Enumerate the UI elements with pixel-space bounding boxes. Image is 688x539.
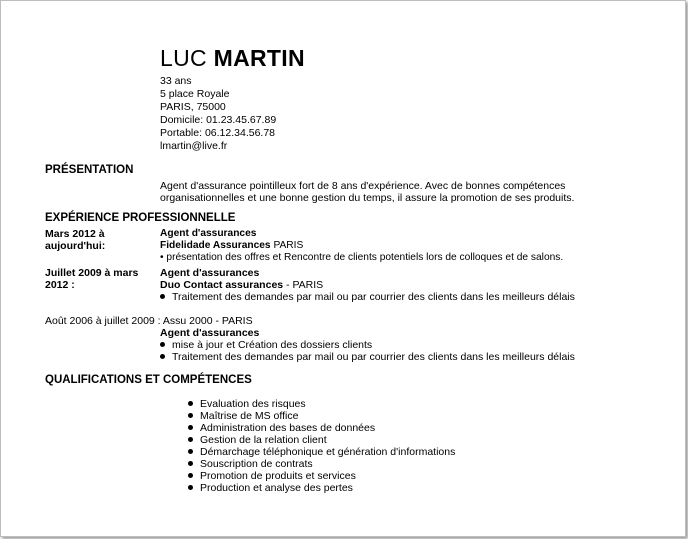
job1-role: Agent d'assurances — [160, 228, 257, 239]
skill-label: Démarchage téléphonique et génération d'informations — [200, 446, 456, 458]
bullet-icon — [188, 449, 193, 454]
phone-home: Domicile: 01.23.45.67.89 — [160, 114, 277, 126]
bullet-icon — [188, 485, 193, 490]
job2-city: - PARIS — [283, 279, 324, 291]
job3-task: Traitement des demandes par mail ou par courrier des clients dans les meilleurs délais — [172, 351, 575, 363]
job3-detail — [160, 327, 575, 363]
skill-label: Evaluation des risques — [200, 398, 306, 410]
email: lmartin@live.fr — [160, 140, 228, 152]
list-item — [188, 482, 455, 494]
section-experience-title: EXPÉRIENCE PROFESSIONNELLE — [45, 212, 236, 224]
bullet-icon — [160, 294, 165, 299]
section-presentation-title: PRÉSENTATION — [45, 164, 134, 176]
job1-company: Fidelidade Assurances — [160, 240, 271, 251]
candidate-name — [160, 45, 305, 72]
job2-date — [45, 267, 138, 291]
skill-label: Production et analyse des pertes — [200, 482, 353, 494]
skill-label: Souscription de contrats — [200, 458, 313, 470]
bullet-icon — [188, 437, 193, 442]
last-name: MARTIN — [213, 45, 305, 71]
bullet-icon — [188, 401, 193, 406]
first-name: LUC — [160, 45, 207, 71]
list-item — [188, 410, 455, 422]
job1-date — [45, 228, 105, 252]
job1-task: • présentation des offres et Rencontre de clients potentiels lors de colloques et de salons. — [160, 252, 564, 263]
age: 33 ans — [160, 75, 192, 87]
list-item — [188, 458, 455, 470]
bullet-icon — [160, 342, 165, 347]
skill-label: Maîtrise de MS office — [200, 410, 299, 422]
job2-role: Agent d'assurances — [160, 267, 260, 279]
skill-label: Promotion de produits et services — [200, 470, 356, 482]
address-street: 5 place Royale — [160, 88, 230, 100]
presentation-line: Agent d'assurance pointilleux fort de 8 ans d'expérience. Avec de bonnes compétences — [160, 180, 566, 192]
presentation-line: organisationnelles et une bonne gestion du temps, il assure la promotion de ses produits. — [160, 192, 575, 204]
bullet-icon — [160, 354, 165, 359]
list-item — [188, 398, 455, 410]
skills-list — [188, 398, 455, 494]
contact-block — [160, 75, 276, 153]
skill-label: Gestion de la relation client — [200, 434, 327, 446]
job2-detail — [160, 267, 575, 303]
section-skills-title: QUALIFICATIONS ET COMPÉTENCES — [45, 374, 252, 386]
job3-role: Agent d'assurances — [160, 327, 260, 339]
job2-date-line: Juillet 2009 à mars — [45, 267, 139, 279]
skill-label: Administration des bases de données — [200, 422, 376, 434]
phone-mobile: Portable: 06.12.34.56.78 — [160, 127, 276, 139]
job2-task: Traitement des demandes par mail ou par courrier des clients dans les meilleurs délais — [172, 291, 575, 303]
job1-detail — [160, 228, 563, 264]
job3-task: mise à jour et Création des dossiers clients — [172, 339, 373, 351]
bullet-icon — [188, 461, 193, 466]
list-item — [188, 434, 455, 446]
list-item — [188, 446, 455, 458]
presentation-text — [160, 180, 574, 204]
bullet-icon — [188, 413, 193, 418]
address-city: PARIS, 75000 — [160, 101, 226, 113]
job3-header: Août 2006 à juillet 2009 : Assu 2000 - PARIS — [45, 315, 253, 327]
bullet-icon — [188, 425, 193, 430]
bullet-icon — [188, 473, 193, 478]
list-item — [188, 470, 455, 482]
job2-date-line: 2012 : — [45, 279, 75, 291]
list-item — [188, 422, 455, 434]
job2-company: Duo Contact assurances — [160, 279, 284, 291]
job1-date-line: aujourd'hui: — [45, 240, 106, 252]
job1-date-line: Mars 2012 à — [45, 228, 105, 240]
job1-city: PARIS — [270, 240, 304, 251]
